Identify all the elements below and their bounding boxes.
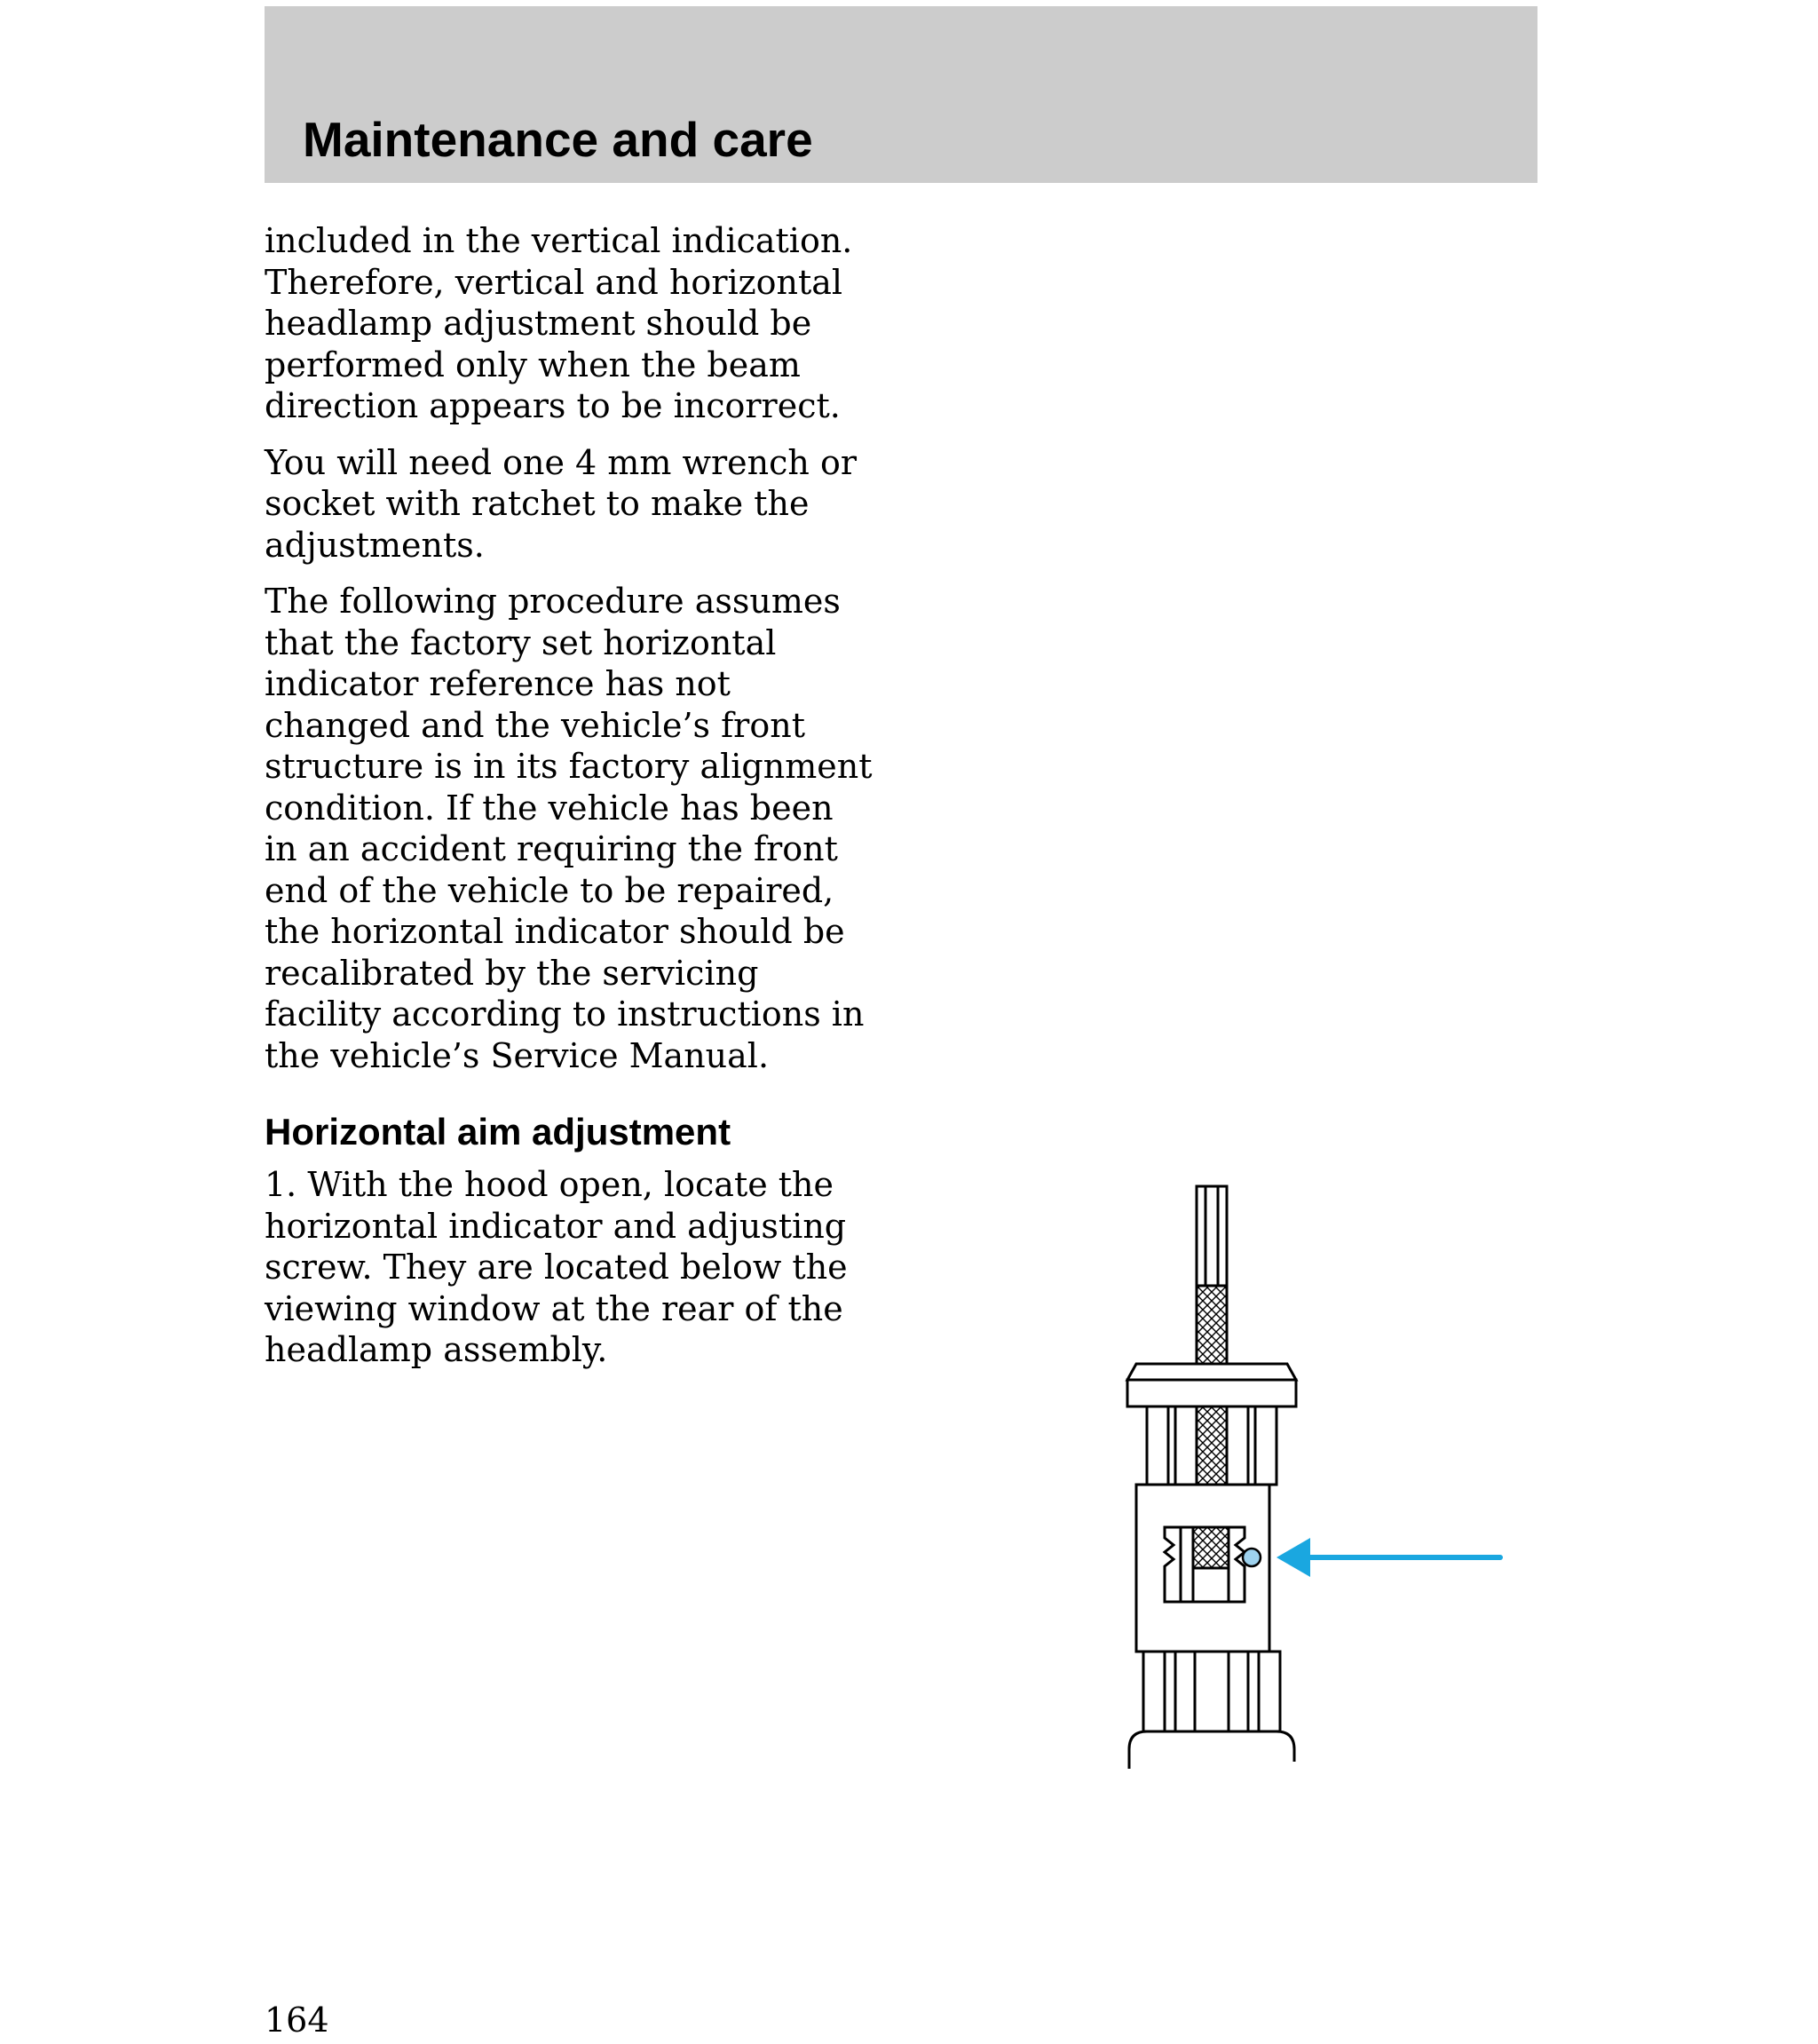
section-heading-horizontal-aim: Horizontal aim adjustment: [265, 1111, 731, 1153]
headlamp-adjuster-icon: [1118, 1172, 1527, 1785]
headlamp-adjuster-figure: [1118, 1172, 1527, 1785]
page-title: Maintenance and care: [303, 112, 813, 167]
paragraph-tools-needed: You will need one 4 mm wrench or socket with ratchet to make the adjustments.: [265, 442, 857, 565]
body-text: [265, 220, 904, 1386]
page-number: 164: [265, 2000, 329, 2040]
step-1-text: 1. With the hood open, locate the horizontal indicator and adjusting screw. They are located below the viewing window at the rear of the headlamp assembly.: [265, 1165, 848, 1369]
paragraph-beam-direction: included in the vertical indication. Therefore, vertical and horizontal headlamp adjustment should be performed only when the beam direction appears to be incorrect.: [265, 221, 853, 425]
header-band: [265, 6, 1537, 183]
paragraph-procedure-assumptions: The following procedure assumes that the factory set horizontal indicator reference has not changed and the vehicle’s front structure is in its factory alignment condition. If the vehicle has been in an accident requiring the front end of the vehicle to be repaired, the horizontal indicator should be recalibrated by the servicing facility according to instructions in the vehicle’s Service Manual.: [265, 582, 873, 1075]
